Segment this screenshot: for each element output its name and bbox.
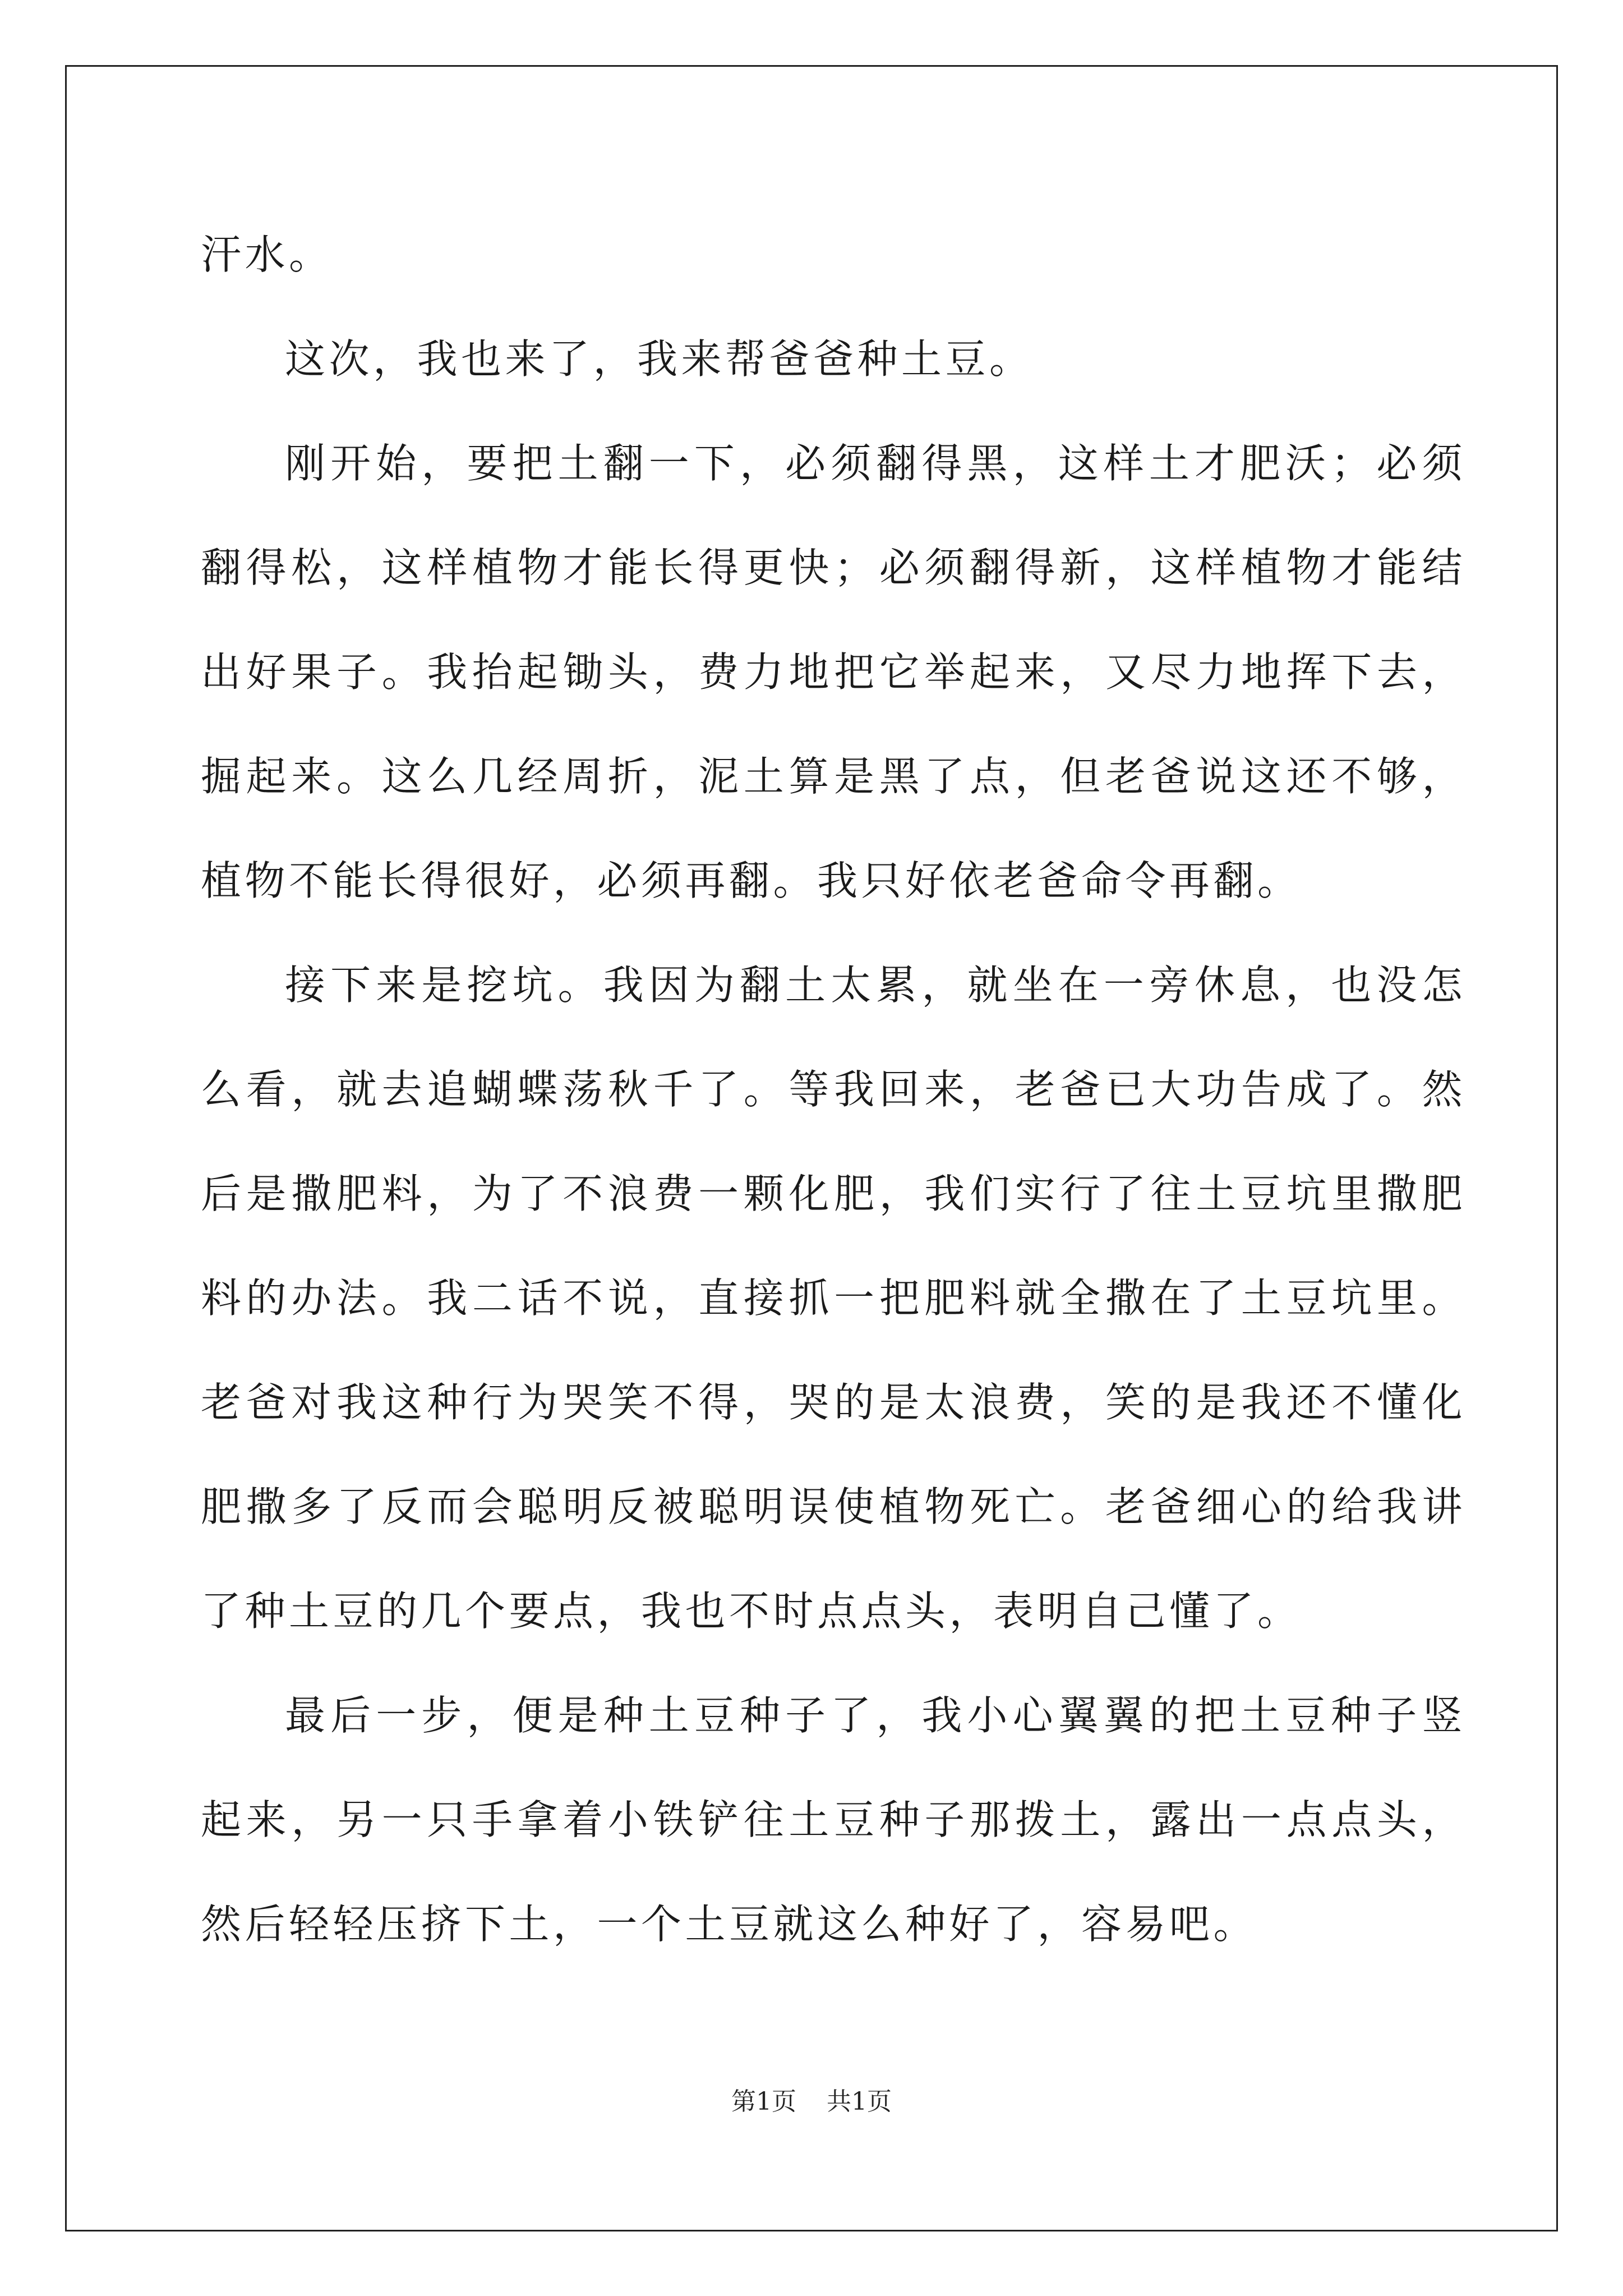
page-footer xyxy=(0,2081,1623,2117)
paragraph: 这次，我也来了，我来帮爸爸种土豆。 xyxy=(285,335,1034,383)
paragraph: 汗水。 xyxy=(201,231,333,278)
paragraph: 刚开始，要把土翻一下，必须翻得黑，这样土才肥沃；必须翻得松，这样植物才能长得更快；必须翻得新，这样植物才能结出好果子。我抬起锄头，费力地把它举起来，又尽力地挥下去，掘起来。这么几经周折，泥土算是黑了点，但老爸说这还不够，植物不能长得很好，必须再翻。我只好依老爸命令再翻。 xyxy=(201,440,1466,904)
document-body xyxy=(201,203,1466,1976)
page-number-current: 第1页 xyxy=(731,2087,796,2116)
page-number-total: 共1页 xyxy=(827,2087,892,2116)
paragraph: 最后一步，便是种土豆种子了，我小心翼翼的把土豆种子竖起来，另一只手拿着小铁铲往土豆种子那拨土，露出一点点头，然后轻轻压挤下土，一个土豆就这么种好了，容易吧。 xyxy=(201,1692,1466,1948)
paragraph: 接下来是挖坑。我因为翻土太累，就坐在一旁休息，也没怎么看，就去追蝴蝶荡秋千了。等我回来，老爸已大功告成了。然后是撒肥料，为了不浪费一颗化肥，我们实行了往土豆坑里撒肥料的办法。我二话不说，直接抓一把肥料就全撒在了土豆坑里。老爸对我这种行为哭笑不得，哭的是太浪费，笑的是我还不懂化肥撒多了反而会聪明反被聪明误使植物死亡。老爸细心的给我讲了种土豆的几个要点，我也不时点点头，表明自己懂了。 xyxy=(201,961,1466,1635)
